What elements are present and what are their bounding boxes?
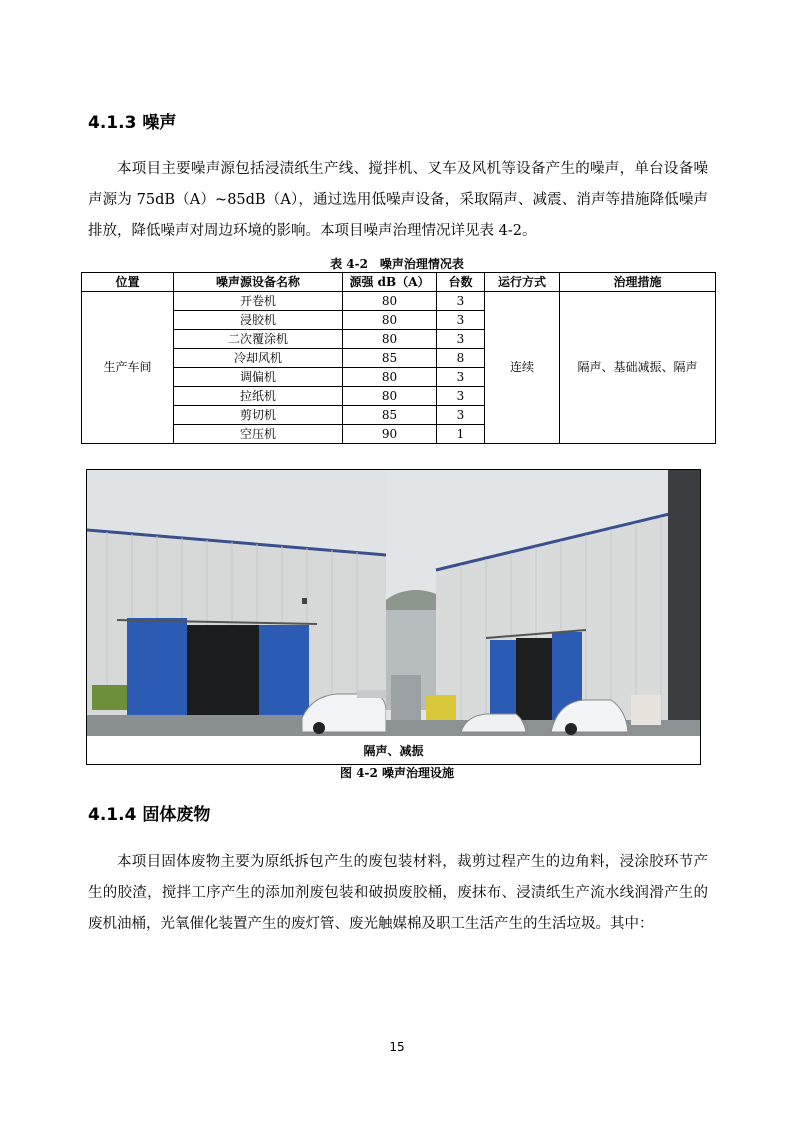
equipment-name: 二次覆涂机 — [174, 330, 343, 349]
equipment-name: 调偏机 — [174, 368, 343, 387]
section-heading-solid-waste: 4.1.4 固体废物 — [88, 805, 211, 825]
unit-count: 3 — [437, 330, 485, 349]
source-db: 90 — [343, 425, 437, 444]
source-db: 80 — [343, 292, 437, 311]
equipment-name: 空压机 — [174, 425, 343, 444]
header-location: 位置 — [82, 273, 174, 292]
equipment-name: 拉纸机 — [174, 387, 343, 406]
table-header-row — [82, 273, 716, 292]
unit-count: 3 — [437, 387, 485, 406]
equipment-name: 开卷机 — [174, 292, 343, 311]
header-source-db: 源强 dB（A） — [343, 273, 437, 292]
source-db: 85 — [343, 406, 437, 425]
figure-noise-facilities — [86, 469, 701, 765]
operation-cell: 连续 — [485, 292, 560, 444]
source-db: 80 — [343, 368, 437, 387]
unit-count: 8 — [437, 349, 485, 368]
header-operation: 运行方式 — [485, 273, 560, 292]
table-row — [82, 292, 716, 311]
unit-count: 3 — [437, 292, 485, 311]
equipment-name: 冷却风机 — [174, 349, 343, 368]
source-db: 80 — [343, 330, 437, 349]
noise-paragraph: 本项目主要噪声源包括浸渍纸生产线、搅拌机、叉车及风机等设备产生的噪声，单台设备噪声源为 75dB（A）~85dB（A），通过选用低噪声设备，采取隔声、减震、消声等措施降低噪声排放，降低噪声对周边环境的影响。本项目噪声治理情况详见表 4-2。 — [88, 161, 708, 239]
table-caption: 表 4-2 噪声治理情况表 — [330, 257, 464, 271]
source-db: 80 — [343, 311, 437, 330]
source-db: 80 — [343, 387, 437, 406]
location-cell: 生产车间 — [82, 292, 174, 444]
unit-count: 3 — [437, 311, 485, 330]
solid-waste-paragraph: 本项目固体废物主要为原纸拆包产生的废包装材料，裁剪过程产生的边角料，浸涂胶环节产生的胶渣，搅拌工序产生的添加剂废包装和破损废胶桶，废抹布、浸渍纸生产流水线润滑产生的废机油桶，光氧催化装置产生的废灯管、废光触媒棉及职工生活产生的生活垃圾。其中： — [88, 854, 708, 932]
header-count: 台数 — [437, 273, 485, 292]
unit-count: 3 — [437, 406, 485, 425]
unit-count: 1 — [437, 425, 485, 444]
workshop-photo-right — [386, 470, 700, 736]
section-heading-noise: 4.1.3 噪声 — [88, 113, 177, 133]
equipment-name: 浸胶机 — [174, 311, 343, 330]
equipment-name: 剪切机 — [174, 406, 343, 425]
header-measures: 治理措施 — [560, 273, 716, 292]
workshop-photo-left — [87, 470, 386, 736]
measures-cell: 隔声、基础减振、隔声 — [560, 292, 716, 444]
header-equipment: 噪声源设备名称 — [174, 273, 343, 292]
figure-inner-caption: 隔声、减振 — [363, 744, 424, 758]
source-db: 85 — [343, 349, 437, 368]
noise-table — [81, 272, 716, 444]
figure-caption: 图 4-2 噪声治理设施 — [339, 766, 455, 780]
page-number: 15 — [389, 1040, 405, 1054]
unit-count: 3 — [437, 368, 485, 387]
